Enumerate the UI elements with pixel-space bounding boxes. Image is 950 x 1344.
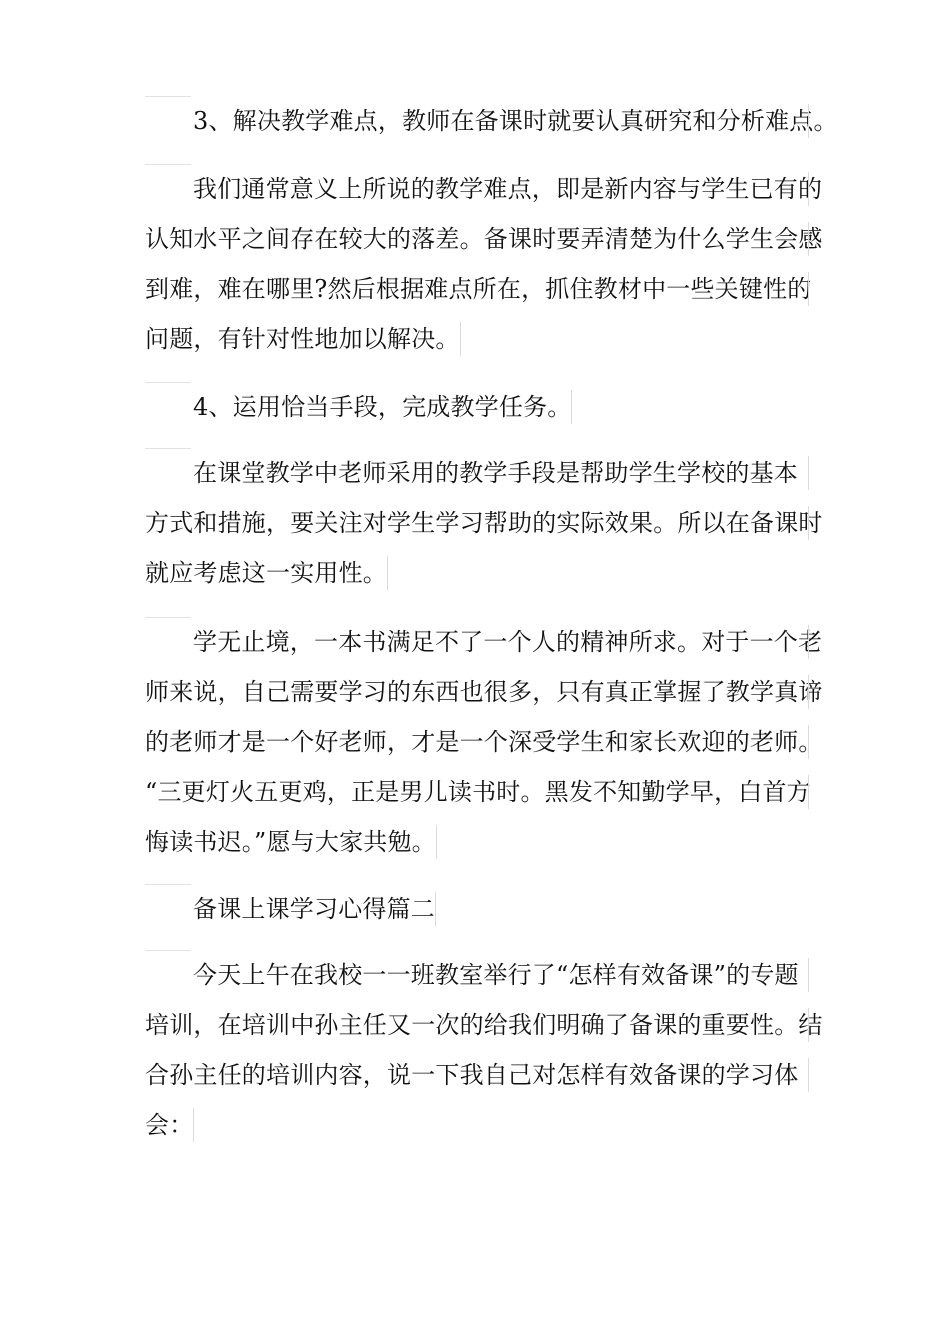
text-line: 我们通常意义上所说的教学难点，即是新内容与学生已有的: [145, 164, 805, 214]
text-line: 师来说，自己需要学习的东西也很多，只有真正掌握了教学真谛: [145, 667, 805, 717]
section-title-part-two: [145, 884, 805, 934]
text-line: 悔读书迟。”愿与大家共勉。: [145, 817, 437, 867]
text-line: 在课堂教学中老师采用的教学手段是帮助学生学校的基本: [145, 448, 805, 498]
text-line: “三更灯火五更鸡，正是男儿读书时。黑发不知勤学早，白首方: [145, 767, 805, 817]
paragraph-training: [145, 950, 823, 1150]
text-line: 的老师才是一个好老师，才是一个深受学生和家长欢迎的老师。: [145, 717, 805, 767]
text-line: 到难，难在哪里?然后根据难点所在，抓住教材中一些关键性的: [145, 264, 805, 314]
text-line: 培训，在培训中孙主任又一次的给我们明确了备课的重要性。结: [145, 1000, 805, 1050]
text-line: 认知水平之间存在较大的落差。备课时要弄清楚为什么学生会感: [145, 214, 805, 264]
text-line: 4、运用恰当手段，完成教学任务。: [145, 382, 563, 432]
text-line: 备课上课学习心得篇二: [145, 884, 481, 934]
text-line: 合孙主任的培训内容，说一下我自己对怎样有效备课的学习体: [145, 1050, 805, 1100]
text-line: 问题，有针对性地加以解决。: [145, 314, 455, 364]
text-line: 会：: [145, 1100, 191, 1150]
text-line: 就应考虑这一实用性。: [145, 548, 383, 598]
paragraph-difficulty-body: [145, 164, 823, 364]
text-line: 3、解决教学难点，教师在备课时就要认真研究和分析难点。: [145, 96, 805, 146]
paragraph-means-body: [145, 448, 823, 598]
paragraph-endless-learning: [145, 617, 823, 867]
paragraph-difficulty-heading: [145, 96, 838, 146]
paragraph-means-heading: [145, 382, 805, 432]
text-line: 学无止境，一本书满足不了一个人的精神所求。对于一个老: [145, 617, 805, 667]
text-line: 今天上午在我校一一班教室举行了“怎样有效备课”的专题: [145, 950, 805, 1000]
text-line: 方式和措施，要关注对学生学习帮助的实际效果。所以在备课时: [145, 498, 805, 548]
